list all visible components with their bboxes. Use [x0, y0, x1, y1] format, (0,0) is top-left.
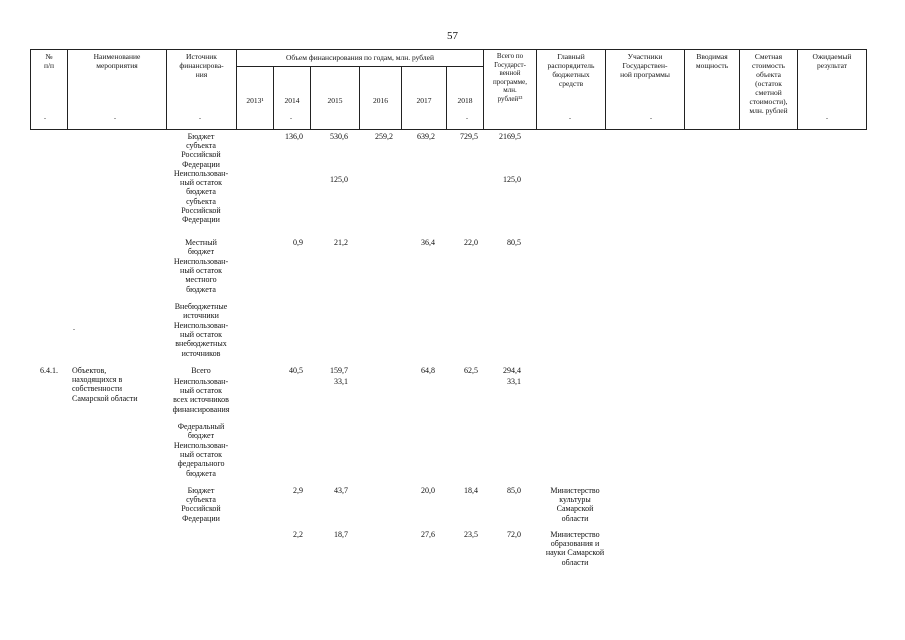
value-2017: 639,2 — [417, 132, 435, 141]
value-total: 72,0 — [507, 530, 521, 539]
value-total: 125,0 — [503, 175, 521, 184]
value-2015: 43,7 — [334, 486, 348, 495]
header-participants: Участники Государствен- ной программы — [620, 52, 670, 79]
value-2015: 159,7 — [330, 366, 348, 375]
value-2015: 530,6 — [330, 132, 348, 141]
scan-speck: . — [466, 112, 468, 121]
value-2015: 33,1 — [334, 377, 348, 386]
header-cost: Сметная стоимость объекта (остаток сметной стоимости), млн. рублей — [749, 52, 788, 115]
value-2018: 729,5 — [460, 132, 478, 141]
value-total: 80,5 — [507, 238, 521, 247]
value-2017: 64,8 — [421, 366, 435, 375]
value-2014: 2,9 — [293, 486, 303, 495]
source-label: Неиспользован- ный остаток всех источников финансирования — [172, 377, 230, 414]
value-2015: 18,7 — [334, 530, 348, 539]
value-2015: 21,2 — [334, 238, 348, 247]
header-year-2015: 2015 — [327, 96, 343, 105]
scan-speck: . — [569, 112, 571, 121]
scan-speck: . — [114, 112, 116, 121]
value-2014: 40,5 — [289, 366, 303, 375]
value-2016: 259,2 — [375, 132, 393, 141]
value-total: 294,4 — [503, 366, 521, 375]
source-label: Федеральный бюджет — [177, 422, 225, 441]
value-2017: 20,0 — [421, 486, 435, 495]
value-2017: 27,6 — [421, 530, 435, 539]
header-capacity: Вводимая мощность — [695, 52, 729, 70]
value-total: 2169,5 — [499, 132, 521, 141]
header-source: Источник финансирова- ния — [179, 52, 224, 79]
source-label: Неиспользован- ный остаток федерального бюджета — [173, 441, 229, 478]
header-year-2017: 2017 — [416, 96, 432, 105]
page-number: 57 — [447, 30, 458, 42]
header-num: № п/п — [43, 52, 55, 70]
header-year-2014: 2014 — [284, 96, 300, 105]
header-year-2018: 2018 — [457, 96, 473, 105]
header-year-2013: 2013¹ — [246, 96, 264, 105]
scan-speck: . — [199, 112, 201, 121]
scan-speck: . — [650, 112, 652, 121]
source-label: Всего — [191, 366, 211, 375]
header-year-2016: 2016 — [373, 96, 388, 105]
source-label: Бюджет субъекта Российской Федерации — [181, 132, 221, 169]
header-total: Всего по Государст- венной программе, млн. рублей¹³ — [493, 52, 527, 103]
value-2017: 36,4 — [421, 238, 435, 247]
manager-label: Министерство культуры Самарской области — [550, 486, 600, 523]
source-label: Неиспользован- ный остаток бюджета субъекта Российской Федерации — [173, 169, 229, 225]
header-result: Ожидаемый результат — [812, 52, 852, 70]
value-2014: 136,0 — [285, 132, 303, 141]
source-label: Местный бюджет — [185, 238, 217, 257]
value-2015: 125,0 — [330, 175, 348, 184]
header-name: Наименование мероприятия — [93, 52, 141, 70]
value-2014: 2,2 — [293, 530, 303, 539]
scan-speck: . — [73, 323, 75, 332]
value-2018: 22,0 — [464, 238, 478, 247]
source-label: Неиспользован- ный остаток местного бюджета — [173, 257, 229, 294]
source-label: Внебюджетные источники — [174, 302, 228, 321]
value-2018: 23,5 — [464, 530, 478, 539]
manager-label: Министерство образования и науки Самарской области — [545, 530, 605, 567]
value-2014: 0,9 — [293, 238, 303, 247]
header-volume: Объем финансирования по годам, млн. рублей — [285, 53, 435, 62]
value-2018: 62,5 — [464, 366, 478, 375]
scan-speck: . — [826, 112, 828, 121]
scan-speck: . — [44, 112, 46, 121]
value-2018: 18,4 — [464, 486, 478, 495]
item-number: 6.4.1. — [40, 366, 58, 375]
value-total: 33,1 — [507, 377, 521, 386]
value-total: 85,0 — [507, 486, 521, 495]
item-name: Объектов, находящихся в собственности Самарской области — [72, 366, 138, 403]
source-label: Неиспользован- ный остаток внебюджетных источников — [173, 321, 229, 358]
source-label: Бюджет субъекта Российской Федерации — [181, 486, 221, 523]
header-manager: Главный распорядитель бюджетных средств — [547, 52, 595, 88]
scan-speck: . — [290, 112, 292, 121]
